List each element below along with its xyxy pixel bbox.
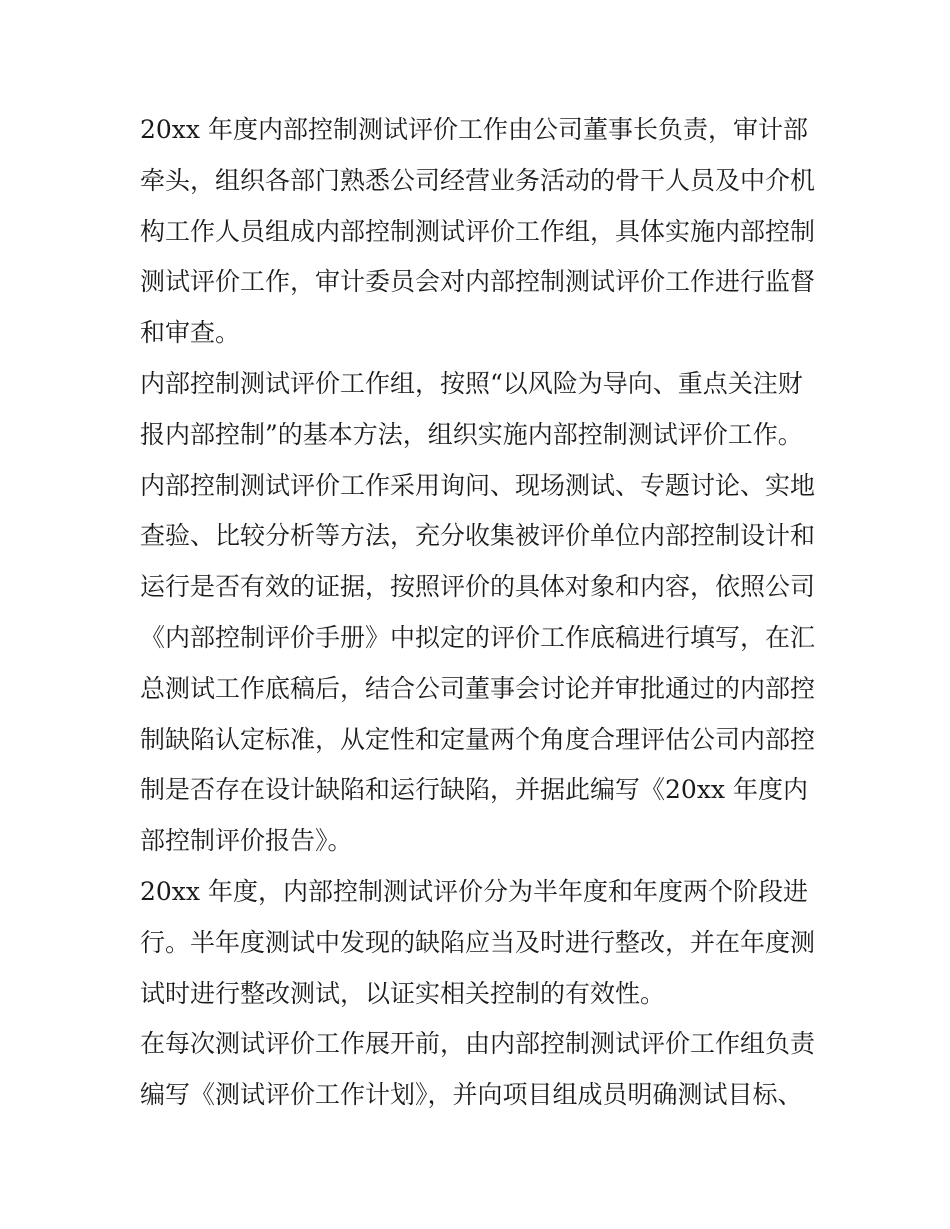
paragraph-2 [140, 359, 815, 461]
document-body [140, 105, 815, 1121]
text-line: 《内部控制评价手册》中拟定的评价工作底稿进行填写，在汇 [140, 622, 816, 652]
text-line: 内部控制测试评价工作组，按照“以风险为导向、重点关注财 [140, 368, 803, 398]
paragraph-4 [140, 867, 815, 1019]
paragraph-5 [140, 1019, 815, 1121]
text-line: 总测试工作底稿后，结合公司董事会讨论并审批通过的内部控 [140, 673, 816, 703]
text-line: 牵头，组织各部门熟悉公司经营业务活动的骨干人员及中介机 [140, 165, 816, 195]
paragraph-3 [140, 461, 815, 867]
text-line: 20xx 年度内部控制测试评价工作由公司董事长负责，审计部 [140, 115, 808, 144]
paragraph-1 [140, 105, 815, 359]
text-line: 查验、比较分析等方法，充分收集被评价单位内部控制设计和 [140, 521, 816, 551]
text-line: 20xx 年度，内部控制测试评价分为半年度和年度两个阶段进 [140, 876, 808, 906]
text-line: 报内部控制”的基本方法，组织实施内部控制测试评价工作。 [140, 419, 803, 449]
text-line: 运行是否有效的证据，按照评价的具体对象和内容，依照公司 [140, 572, 816, 602]
text-line: 试时进行整改测试，以证实相关控制的有效性。 [140, 978, 666, 1008]
text-line: 在每次测试评价工作展开前，由内部控制测试评价工作组负责 [140, 1029, 816, 1059]
text-line: 和审查。 [140, 318, 241, 348]
text-line: 行。半年度测试中发现的缺陷应当及时进行整改，并在年度测 [140, 927, 816, 957]
text-line: 制缺陷认定标准，从定性和定量两个角度合理评估公司内部控 [140, 724, 816, 754]
text-line: 制是否存在设计缺陷和运行缺陷，并据此编写《20xx 年度内 [140, 775, 808, 805]
text-line: 构工作人员组成内部控制测试评价工作组，具体实施内部控制 [140, 216, 816, 246]
text-line: 测试评价工作，审计委员会对内部控制测试评价工作进行监督 [140, 267, 816, 297]
text-line: 内部控制测试评价工作采用询问、现场测试、专题讨论、实地 [140, 470, 816, 500]
text-line: 部控制评价报告》。 [140, 826, 353, 856]
text-line: 编写《测试评价工作计划》，并向项目组成员明确测试目标、 [140, 1080, 803, 1110]
